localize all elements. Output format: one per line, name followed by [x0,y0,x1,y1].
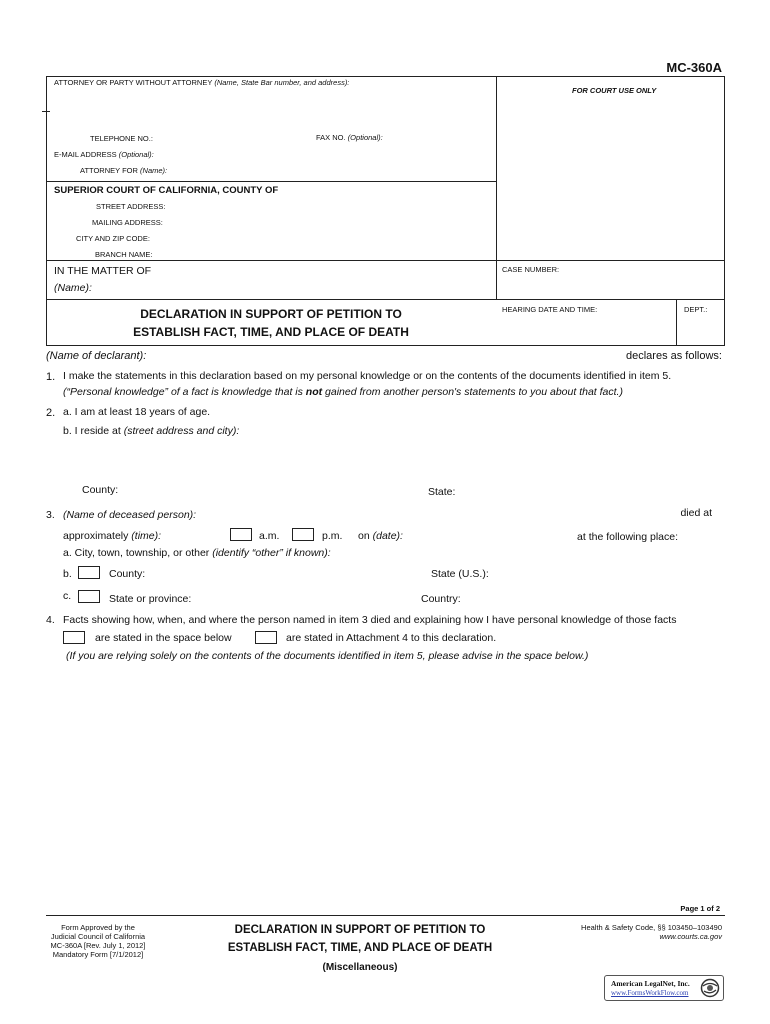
declarant-hint: (Name of declarant): [46,350,147,362]
matter-label: IN THE MATTER OF [54,265,152,277]
item1-text: I make the statements in this declaration based on my personal knowledge or on the contents of the documents identified in item 5. [63,370,672,382]
item3c-letter: c. [63,590,72,602]
state-province-label: State or province: [109,593,192,605]
item4-note: (If you are relying solely on the contents of the documents identified in item 5, please advise in the space below.) [66,650,589,662]
telephone-label: TELEPHONE NO.: [90,134,153,143]
item2-number: 2. [46,407,56,419]
logo-link[interactable]: www.FormsWorkFlow.com [611,989,689,997]
footer-title-1: DECLARATION IN SUPPORT OF PETITION TO [234,924,486,936]
attorney-for-label: ATTORNEY FOR (Name): [80,166,168,175]
legalnet-logo [604,975,724,1001]
globe-icon [700,978,720,998]
dept-label: DEPT.: [684,305,708,314]
footer-approval: Form Approved by the Judicial Council of California MC-360A [Rev. July 1, 2012] Mandatory Form [7/1/2012] [50,923,146,959]
item3a-text: a. City, town, township, or other (identify “other” if known): [63,547,331,559]
attachment-label: are stated in Attachment 4 to this declaration. [286,632,497,644]
footer-code: Health & Safety Code, §§ 103450–103490 www.courts.ca.gov [581,923,722,941]
mailing-address-label: MAILING ADDRESS: [92,218,163,227]
item3-number: 3. [46,509,55,521]
tick-mark [42,111,50,112]
following-place-label: at the following place: [577,531,678,543]
item3b-county-label: County: [109,568,146,580]
dept-divider [676,299,677,345]
approx-label: approximately (time): [63,530,162,542]
hearing-label: HEARING DATE AND TIME: [502,305,598,314]
on-date-label: on (date): [358,530,403,542]
footer-title-2: ESTABLISH FACT, TIME, AND PLACE OF DEATH [227,942,493,954]
item3b-letter: b. [63,568,72,580]
divider [46,181,497,182]
state-us-label: State (U.S.): [431,568,489,580]
pm-label: p.m. [322,530,343,542]
logo-company: American LegalNet, Inc. [611,979,690,988]
item3-hint: (Name of deceased person): [63,509,197,521]
died-at-label: died at [680,507,712,519]
form-id: MC-360A [666,60,722,75]
space-below-label: are stated in the space below [95,632,232,644]
fax-label: FAX NO. (Optional): [316,133,383,142]
state-label: State: [428,486,456,498]
form-title-line1: DECLARATION IN SUPPORT OF PETITION TO [140,307,402,321]
matter-name-hint: (Name): [54,282,92,294]
attorney-label: ATTORNEY OR PARTY WITHOUT ATTORNEY (Name, State Bar number, and address): [54,78,350,87]
country-label: Country: [421,593,461,605]
am-checkbox[interactable] [230,528,252,541]
declares-label: declares as follows: [626,350,722,362]
am-label: a.m. [259,530,280,542]
item2b-text: b. I reside at (street address and city): [63,425,240,437]
attachment-checkbox[interactable] [255,631,277,644]
divider [46,260,725,261]
space-below-checkbox[interactable] [63,631,85,644]
court-title: SUPERIOR COURT OF CALIFORNIA, COUNTY OF [54,185,279,196]
pm-checkbox[interactable] [292,528,314,541]
court-use-only-label: FOR COURT USE ONLY [572,86,657,95]
county-label: County: [82,484,119,496]
item1-note: (“Personal knowledge” of a fact is knowledge that is not gained from another person's statements to you about that fact.) [63,386,623,398]
footer-title-3: (Miscellaneous) [322,962,398,973]
court-use-divider [496,76,497,300]
case-number-label: CASE NUMBER: [502,265,560,274]
branch-name-label: BRANCH NAME: [95,250,153,259]
page-number: Page 1 of 2 [680,904,720,913]
email-label: E-MAIL ADDRESS (Optional): [54,150,154,159]
footer-rule [46,915,725,916]
form-title-line2: ESTABLISH FACT, TIME, AND PLACE OF DEATH [133,325,409,339]
state-province-checkbox[interactable] [78,590,100,603]
item1-number: 1. [46,371,56,383]
item4-text: Facts showing how, when, and where the person named in item 3 died and explaining how I have personal knowledge of those facts [63,614,677,626]
item4-number: 4. [46,614,55,626]
street-address-label: STREET ADDRESS: [96,202,166,211]
divider [496,299,725,300]
city-zip-label: CITY AND ZIP CODE: [76,234,150,243]
county-checkbox[interactable] [78,566,100,579]
item2a-text: a. I am at least 18 years of age. [63,406,211,418]
